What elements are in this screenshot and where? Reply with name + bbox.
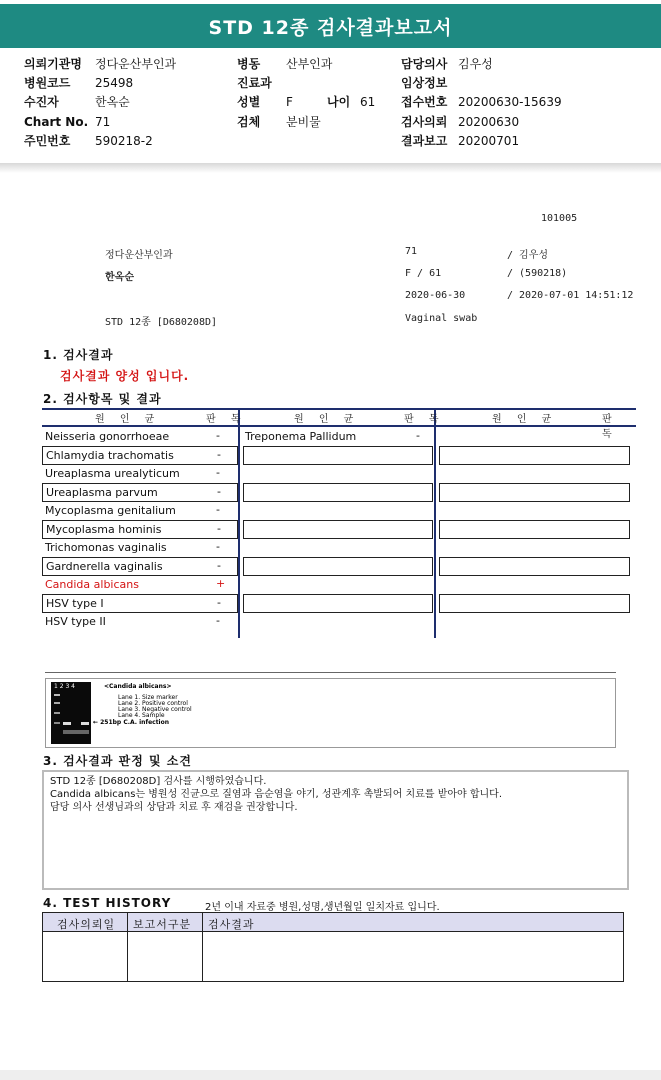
value-specimen: 분비물 bbox=[286, 115, 321, 129]
organism-name: Treponema Pallidum bbox=[245, 430, 357, 443]
history-header-row bbox=[43, 913, 623, 932]
section-2-title: 2. 검사항목 및 결과 bbox=[43, 392, 162, 406]
label-sex: 성별 bbox=[237, 95, 261, 109]
patient-birth: / (590218) bbox=[507, 268, 568, 279]
patient-code: 101005 bbox=[541, 213, 578, 224]
value-requester: 정다운산부인과 bbox=[95, 57, 177, 71]
header-organism-2: 원 인 균 bbox=[294, 414, 360, 425]
organism-result: - bbox=[217, 448, 221, 461]
history-note: 2년 이내 자료중 병원,성명,생년월일 일치자료 입니다. bbox=[205, 902, 440, 913]
organism-result: - bbox=[216, 429, 220, 442]
label-hospital-code: 병원코드 bbox=[24, 76, 71, 90]
organism-name: Gardnerella vaginalis bbox=[46, 560, 163, 573]
label-patient: 수진자 bbox=[24, 95, 59, 109]
patient-receive-date: 2020-06-30 bbox=[405, 290, 466, 301]
organism-result: - bbox=[216, 614, 220, 627]
header-judgement-1: 판 독 bbox=[206, 414, 247, 425]
value-doctor: 김우성 bbox=[458, 57, 493, 71]
result-row bbox=[42, 446, 238, 465]
organism-name: Mycoplasma genitalium bbox=[45, 504, 176, 517]
label-resident-no: 주민번호 bbox=[24, 134, 71, 148]
empty-result-cell bbox=[243, 483, 433, 502]
opinion-line: Candida albicans는 병원성 진균으로 질염과 음순염을 야기, 성관계후 촉발되어 치료를 받아야 합니다. bbox=[50, 789, 503, 800]
value-chart-no: 71 bbox=[95, 115, 111, 129]
patient-doctor: / 김우성 bbox=[507, 250, 549, 261]
result-row bbox=[42, 465, 238, 484]
label-chart-no: Chart No. bbox=[24, 115, 89, 129]
result-row bbox=[42, 594, 238, 613]
value-receipt-no: 20200630-15639 bbox=[458, 95, 562, 109]
label-department: 진료과 bbox=[237, 76, 272, 90]
label-age: 나이 bbox=[327, 95, 351, 109]
value-ward: 산부인과 bbox=[286, 57, 333, 71]
label-request-date: 검사의뢰 bbox=[401, 115, 448, 129]
organism-result: + bbox=[216, 577, 226, 590]
gel-band bbox=[63, 722, 71, 725]
value-patient: 한옥순 bbox=[95, 95, 130, 109]
gel-image-frame bbox=[45, 678, 616, 748]
result-row bbox=[42, 502, 238, 521]
section-3-title: 3. 검사결과 판정 및 소견 bbox=[43, 754, 192, 768]
organism-result: - bbox=[416, 429, 420, 442]
history-header: 검사의뢰일 bbox=[57, 918, 116, 931]
result-row-positive bbox=[42, 576, 238, 595]
gel-band-annotation: ← 251bp C.A. infection bbox=[93, 719, 170, 726]
result-row bbox=[42, 539, 238, 558]
organism-name: Mycoplasma hominis bbox=[46, 523, 162, 536]
empty-result-cell bbox=[439, 520, 630, 539]
gel-band bbox=[54, 694, 60, 696]
label-receipt-no: 접수번호 bbox=[401, 95, 448, 109]
gel-legend-item: Lane 2. Positive control bbox=[118, 700, 188, 707]
gel-divider bbox=[45, 672, 616, 673]
header-info bbox=[0, 0, 661, 160]
results-table bbox=[42, 408, 636, 638]
label-requester: 의뢰기관명 bbox=[24, 57, 82, 71]
history-column-divider bbox=[202, 913, 203, 981]
empty-result-cell bbox=[439, 483, 630, 502]
gel-band bbox=[54, 702, 60, 704]
gel-legend-item: Lane 4. Sample bbox=[118, 712, 165, 719]
empty-result-cell bbox=[439, 557, 630, 576]
label-specimen: 검체 bbox=[237, 115, 261, 129]
header-judgement-3: 판 독 bbox=[602, 414, 618, 440]
opinion-box bbox=[42, 770, 629, 890]
label-report-date: 결과보고 bbox=[401, 134, 448, 148]
history-header: 보고서구분 bbox=[133, 918, 192, 931]
opinion-line: 담당 의사 선생님과의 상담과 치료 후 재검을 권장합니다. bbox=[50, 802, 298, 813]
positive-result-text: 검사결과 양성 입니다. bbox=[60, 369, 190, 383]
organism-name: Chlamydia trachomatis bbox=[46, 449, 174, 462]
gel-legend-item: Lane 3. Negative control bbox=[118, 706, 192, 713]
header-judgement-2: 판 독 bbox=[404, 414, 445, 425]
empty-result-cell bbox=[243, 446, 433, 465]
patient-report-datetime: / 2020-07-01 14:51:12 bbox=[507, 290, 634, 301]
organism-result: - bbox=[217, 522, 221, 535]
organism-result: - bbox=[216, 466, 220, 479]
patient-specimen: Vaginal swab bbox=[405, 313, 478, 324]
page-bottom-strip bbox=[0, 1070, 661, 1080]
organism-name: Trichomonas vaginalis bbox=[45, 541, 167, 554]
gel-band bbox=[54, 712, 60, 714]
result-row bbox=[242, 428, 438, 447]
gel-band bbox=[63, 730, 89, 734]
section-1-title: 1. 검사결과 bbox=[43, 348, 114, 362]
value-sex: F bbox=[286, 95, 293, 109]
label-doctor: 담당의사 bbox=[401, 57, 448, 71]
section-4-title: 4. TEST HISTORY bbox=[43, 896, 172, 910]
history-column-divider bbox=[127, 913, 128, 981]
value-resident-no: 590218-2 bbox=[95, 134, 153, 148]
patient-hospital: 정다운산부인과 bbox=[105, 250, 173, 261]
organism-name: HSV type I bbox=[46, 597, 104, 610]
gel-lane-numbers: 1 2 3 4 bbox=[54, 683, 75, 690]
result-row bbox=[42, 557, 238, 576]
patient-chart: 71 bbox=[405, 246, 418, 257]
value-request-date: 20200630 bbox=[458, 115, 520, 129]
opinion-line: STD 12종 [D680208D] 검사를 시행하였습니다. bbox=[50, 776, 267, 787]
empty-result-cell bbox=[243, 520, 433, 539]
organism-name: Neisseria gonorrhoeae bbox=[45, 430, 170, 443]
empty-result-cell bbox=[439, 446, 630, 465]
result-row bbox=[42, 613, 238, 632]
history-header: 검사결과 bbox=[208, 918, 255, 931]
header-divider bbox=[0, 163, 661, 173]
table-column-divider bbox=[238, 408, 240, 638]
gel-title: <Candida albicans> bbox=[104, 683, 172, 690]
organism-result: - bbox=[216, 503, 220, 516]
header-organism-1: 원 인 균 bbox=[95, 414, 161, 425]
organism-name: Ureaplasma urealyticum bbox=[45, 467, 180, 480]
gel-band bbox=[81, 722, 89, 725]
value-hospital-code: 25498 bbox=[95, 76, 134, 90]
organism-name: Ureaplasma parvum bbox=[46, 486, 158, 499]
patient-sex-age: F / 61 bbox=[405, 268, 442, 279]
empty-result-cell bbox=[439, 594, 630, 613]
header-organism-3: 원 인 균 bbox=[492, 414, 558, 425]
gel-legend-item: Lane 1. Size marker bbox=[118, 694, 178, 701]
organism-result: - bbox=[217, 559, 221, 572]
table-header-rule bbox=[42, 425, 636, 427]
gel-band bbox=[54, 722, 60, 724]
empty-result-cell bbox=[243, 557, 433, 576]
result-row bbox=[42, 428, 238, 447]
value-report-date: 20200701 bbox=[458, 134, 520, 148]
result-row bbox=[42, 520, 238, 539]
result-row bbox=[42, 483, 238, 502]
organism-result: - bbox=[217, 596, 221, 609]
gel-electrophoresis-image bbox=[51, 682, 91, 744]
patient-test: STD 12종 [D680208D] bbox=[105, 317, 218, 328]
patient-name: 한옥순 bbox=[105, 272, 134, 283]
organism-result: - bbox=[217, 485, 221, 498]
label-ward: 병동 bbox=[237, 57, 261, 71]
value-age: 61 bbox=[360, 95, 376, 109]
organism-name: Candida albicans bbox=[45, 578, 139, 591]
empty-result-cell bbox=[243, 594, 433, 613]
test-history-table bbox=[42, 912, 624, 982]
organism-result: - bbox=[216, 540, 220, 553]
report-title: STD 12종 검사결과보고서 bbox=[208, 17, 453, 39]
label-clinical-info: 임상정보 bbox=[401, 76, 448, 90]
organism-name: HSV type II bbox=[45, 615, 106, 628]
